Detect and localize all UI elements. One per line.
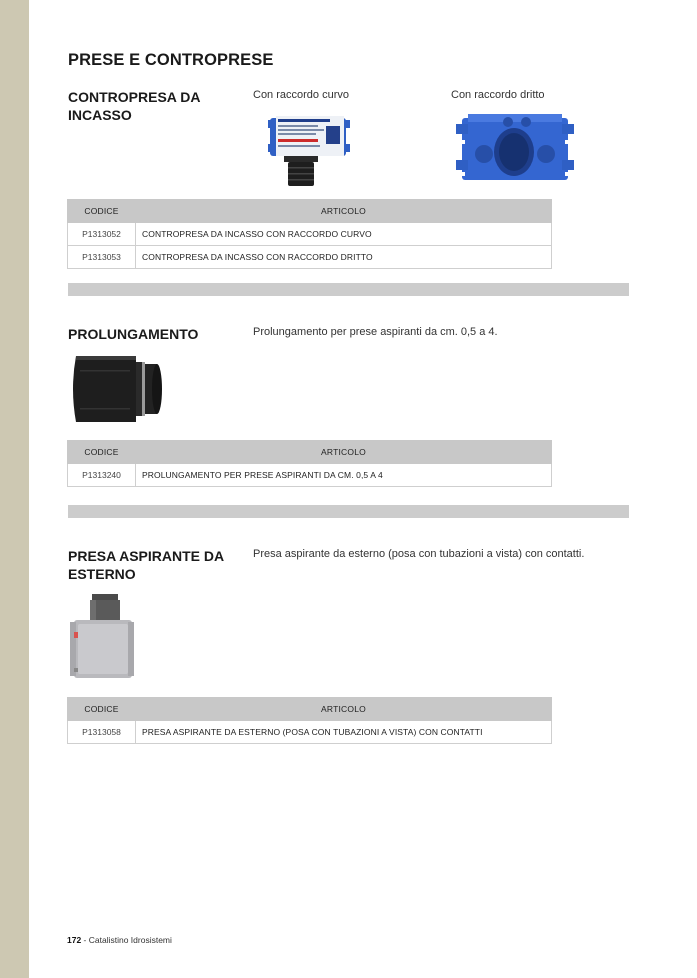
product-image-contropresa-dritto — [456, 112, 574, 184]
column-header-article: ARTICOLO — [136, 698, 552, 721]
variant-label-curvo: Con raccordo curvo — [253, 89, 349, 101]
page-title: PRESE E CONTROPRESE — [68, 51, 274, 69]
footer-separator: - — [81, 935, 89, 945]
table-row — [68, 223, 552, 246]
product-code: P1313052 — [68, 223, 136, 246]
product-article: PROLUNGAMENTO PER PRESE ASPIRANTI DA CM. 0,5 A 4 — [136, 464, 552, 487]
section-title-contropresa: CONTROPRESA DA INCASSO — [68, 89, 200, 123]
table-row — [68, 464, 552, 487]
section-divider — [68, 505, 629, 518]
column-header-code: CODICE — [68, 441, 136, 464]
catalog-name: Catalistino Idrosistemi — [88, 935, 172, 945]
side-band — [0, 0, 29, 978]
product-article: CONTROPRESA DA INCASSO CON RACCORDO DRITTO — [136, 246, 552, 269]
product-image-prolungamento — [70, 350, 164, 426]
section-title-prolungamento: PROLUNGAMENTO — [68, 326, 199, 342]
product-code: P1313058 — [68, 721, 136, 744]
column-header-code: CODICE — [68, 200, 136, 223]
table-row — [68, 246, 552, 269]
table-header-row — [68, 698, 552, 721]
product-code: P1313240 — [68, 464, 136, 487]
product-code: P1313053 — [68, 246, 136, 269]
product-table-contropresa — [67, 199, 552, 269]
product-table-prolungamento — [67, 440, 552, 487]
column-header-article: ARTICOLO — [136, 441, 552, 464]
section-description-presa-esterno: Presa aspirante da esterno (posa con tubazioni a vista) con contatti. — [253, 548, 585, 560]
column-header-code: CODICE — [68, 698, 136, 721]
table-header-row — [68, 441, 552, 464]
product-article: CONTROPRESA DA INCASSO CON RACCORDO CURVO — [136, 223, 552, 246]
page-footer — [67, 935, 172, 945]
product-table-presa-esterno — [67, 697, 552, 744]
column-header-article: ARTICOLO — [136, 200, 552, 223]
section-title-presa-esterno: PRESA ASPIRANTE DA ESTERNO — [68, 548, 224, 582]
table-header-row — [68, 200, 552, 223]
page-number: 172 — [67, 935, 82, 945]
product-image-contropresa-curvo — [268, 110, 350, 190]
product-image-presa-esterno — [70, 594, 136, 682]
section-description-prolungamento: Prolungamento per prese aspiranti da cm. 0,5 a 4. — [253, 326, 498, 338]
variant-label-dritto: Con raccordo dritto — [451, 89, 545, 101]
product-article: PRESA ASPIRANTE DA ESTERNO (POSA CON TUBAZIONI A VISTA) CON CONTATTI — [136, 721, 552, 744]
table-row — [68, 721, 552, 744]
section-divider — [68, 283, 629, 296]
